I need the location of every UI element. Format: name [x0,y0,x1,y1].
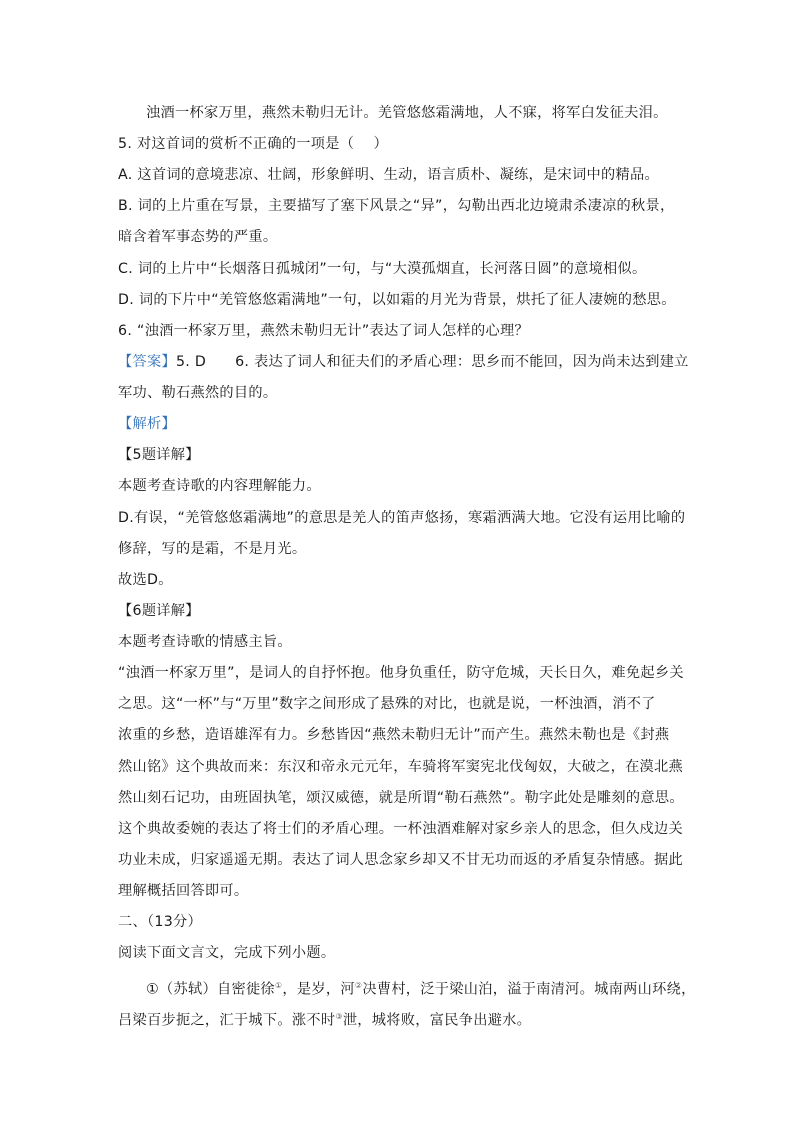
question-5: 5. 对这首词的赏析不正确的一项是（ ） [118,136,389,152]
q5-detail-text: 修辞，写的是霜，不是月光。 [118,541,307,557]
footnote-marker: ② [354,981,363,990]
classical-text-part: 吕梁百步扼之，汇于城下。涨不时 [118,1012,336,1029]
option-c: C. 词的上片中“长烟落日孤城闭”一句，与“大漠孤烟直，长河落日圆”的意境相似。 [118,261,647,277]
q5-conclusion: 故选D。 [118,572,173,588]
classical-text-part: ①（苏轼）自密徙徐 [146,981,275,998]
q5-detail-heading: 【5题详解】 [118,447,200,463]
q6-detail-text: “浊酒一杯家万里”，是词人的自抒怀抱。他身负重任，防守危城，天长日久，难免起乡关 [118,665,684,681]
q6-detail-text: 之思。这“一杯”与“万里”数字之间形成了悬殊的对比，也就是说，一杯浊酒，消不了 [118,696,656,712]
classical-text-line [146,976,696,1000]
answer-cont: 军功、勒石燕然的目的。 [118,385,278,401]
option-d: D. 词的下片中“羌管悠悠霜满地”一句，以如霜的月光为背景，烘托了征人凄婉的愁思。 [118,292,676,308]
poem-line: 浊酒一杯家万里，燕然未勒归无计。羌管悠悠霜满地，人不寐，将军白发征夫泪。 [146,105,668,121]
analysis-tag: 【解析】 [118,416,176,432]
q6-detail-text: 浓重的乡愁，造语雄浑有力。乡愁皆因“燕然未勒归无计”而产生。燕然未勒也是《封燕 [118,727,670,743]
answer-line [118,352,689,372]
classical-text-line [118,1007,531,1031]
classical-text-part: 泄，城将败，富民争出避水。 [342,1012,532,1029]
q5-detail-text: 本题考查诗歌的内容理解能力。 [118,478,321,494]
q6-detail-text: 这个典故委婉的表达了将士们的矛盾心理。一杯浊酒难解对家乡亲人的思念，但久戍边关 [118,821,684,837]
q5-detail-text: D.有误，“羌管悠悠霜满地”的意思是羌人的笛声悠扬，寒霜洒满大地。它没有运用比喻的 [118,510,686,526]
q6-detail-text: 然山刻石记功，由班固执笔，颂汉威德，就是所谓“勒石燕然”。勒字此处是雕刻的意思。 [118,790,684,806]
option-b: B. 词的上片重在写景，主要描写了塞下风景之“异”，勾勒出西北边境肃杀凄凉的秋景， [118,198,675,214]
q6-detail-text: 本题考查诗歌的情感主旨。 [118,634,292,650]
option-a: A. 这首词的意境悲凉、壮阔，形象鲜明、生动，语言质朴、凝练，是宋词中的精品。 [118,167,659,183]
reading-instruction: 阅读下面文言文，完成下列小题。 [118,945,336,961]
q6-detail-text: 功业未成，归家遥遥无期。表达了词人思念家乡却又不甘无功而返的矛盾复杂情感。据此 [118,852,684,868]
q6-detail-text: 然山铭》这个典故而来：东汉和帝永元元年，车骑将军窦宪北伐匈奴，大破之，在漠北燕 [118,759,684,775]
q6-detail-text: 理解概括回答即可。 [118,883,249,899]
classical-text-part: ，是岁，河 [282,981,355,998]
option-b-cont: 暗含着军事态势的严重。 [118,229,278,245]
answer-tag: 【答案】 [118,354,176,370]
footnote-marker: ① [274,981,283,990]
question-6: 6. “浊酒一杯家万里，燕然未勒归无计”表达了词人怎样的心理？ [118,323,529,339]
q6-detail-heading: 【6题详解】 [118,603,200,619]
answer-text: 5. D 6. 表达了词人和征夫们的矛盾心理：思乡而不能回，因为尚未达到建立 [175,354,689,370]
footnote-marker: ③ [335,1012,343,1021]
section-heading: 二、（13分） [118,914,202,930]
classical-text-part: 决曹村，泛于梁山泊，溢于南清河。城南两山环绕， [362,981,696,998]
